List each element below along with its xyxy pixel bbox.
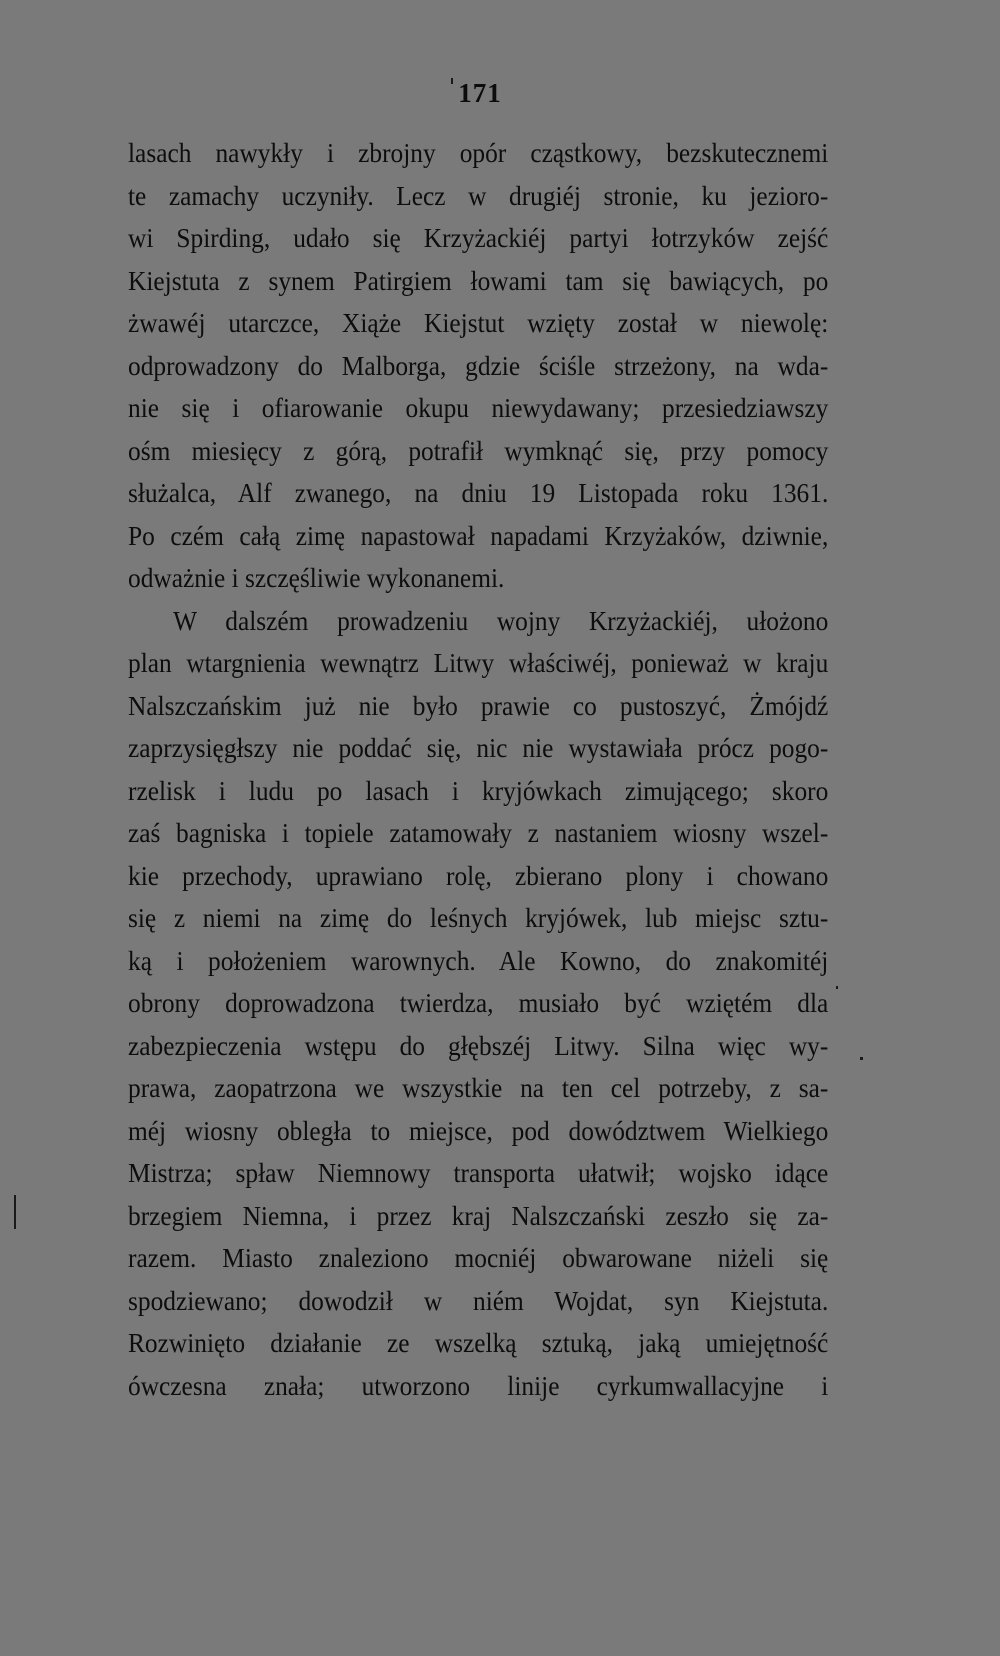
text-line: ówczesna znała; utworzono linije cyrkumwallacyjne i xyxy=(128,1370,829,1401)
text-line: razem. Miasto znaleziono mocniéj obwarowane niżeli się xyxy=(128,1243,829,1273)
text-line: Rozwinięto działanie ze wszelką sztuką, jaką umiejętność xyxy=(128,1328,829,1358)
scan-artifact-mark xyxy=(451,78,453,84)
scan-artifact-mark xyxy=(860,1057,863,1060)
text-line: żwawéj utarczce, Xiąże Kiejstut wzięty został w niewolę: xyxy=(128,308,829,338)
text-line: rzelisk i ludu po lasach i kryjówkach zimującego; skoro xyxy=(128,775,829,806)
text-line: obrony doprowadzona twierdza, musiało być wziętém dla xyxy=(128,988,829,1018)
text-line: służalca, Alf zwanego, na dniu 19 Listopada roku 1361. xyxy=(128,478,829,508)
text-line: nie się i ofiarowanie okupu niewydawany; przesiedziawszy xyxy=(128,393,829,423)
text-line: zabezpieczenia wstępu do głębszéj Litwy. Silna więc wy- xyxy=(128,1030,829,1061)
text-line: kie przechody, uprawiano rolę, zbierano plony i chowano xyxy=(128,860,829,891)
scan-artifact-mark xyxy=(14,1195,16,1229)
text-line: Po czém całą zimę napastował napadami Krzyżaków, dziwnie, xyxy=(128,520,829,551)
paragraph-end-line: odważnie i szczęśliwie wykonanemi. xyxy=(128,563,505,593)
text-line: Kiejstuta z synem Patirgiem łowami tam się bawiących, po xyxy=(128,265,829,296)
text-line: zaprzysięgłszy nie poddać się, nic nie wystawiała prócz pogo- xyxy=(128,733,829,763)
text-line: plan wtargnienia wewnątrz Litwy właściwéj, ponieważ w kraju xyxy=(128,648,829,678)
text-line: prawa, zaopatrzona we wszystkie na ten cel potrzeby, z sa- xyxy=(128,1073,829,1103)
text-line: zaś bagniska i topiele zatamowały z nastaniem wiosny wszel- xyxy=(128,818,829,848)
scan-artifact-mark xyxy=(836,986,838,989)
text-line: spodziewano; dowodził w niém Wojdat, syn Kiejstuta. xyxy=(128,1285,829,1316)
text-line: méj wiosny obległa to miejsce, pod dowództwem Wielkiego xyxy=(128,1115,829,1146)
text-line: ośm miesięcy z górą, potrafił wymknąć się, przy pomocy xyxy=(128,435,829,466)
text-line: Mistrza; spław Niemnowy transporta ułatwił; wojsko idące xyxy=(128,1158,829,1188)
text-line: wi Spirding, udało się Krzyżackiéj partyi łotrzyków zejść xyxy=(128,223,829,253)
text-line: lasach nawykły i zbrojny opór cząstkowy, bezskutecznemi xyxy=(128,138,829,168)
text-line: Nalszczańskim już nie było prawie co pustoszyć, Żmójdź xyxy=(128,690,829,721)
page-number: 171 xyxy=(458,78,502,108)
text-line: odprowadzony do Malborga, gdzie ściśle strzeżony, na wda- xyxy=(128,350,829,381)
text-line: się z niemi na zimę do leśnych kryjówek, lub miejsc sztu- xyxy=(128,903,829,933)
text-line: brzegiem Niemna, i przez kraj Nalszczański zeszło się za- xyxy=(128,1200,829,1231)
paragraph-start-line: W dalszém prowadzeniu wojny Krzyżackiéj, ułożono xyxy=(173,605,829,636)
text-line: te zamachy uczyniły. Lecz w drugiéj stronie, ku jeziorо- xyxy=(128,180,829,211)
text-line: ką i położeniem warownych. Ale Kowno, do znakomitéj xyxy=(128,945,829,976)
text-body xyxy=(128,132,828,1407)
